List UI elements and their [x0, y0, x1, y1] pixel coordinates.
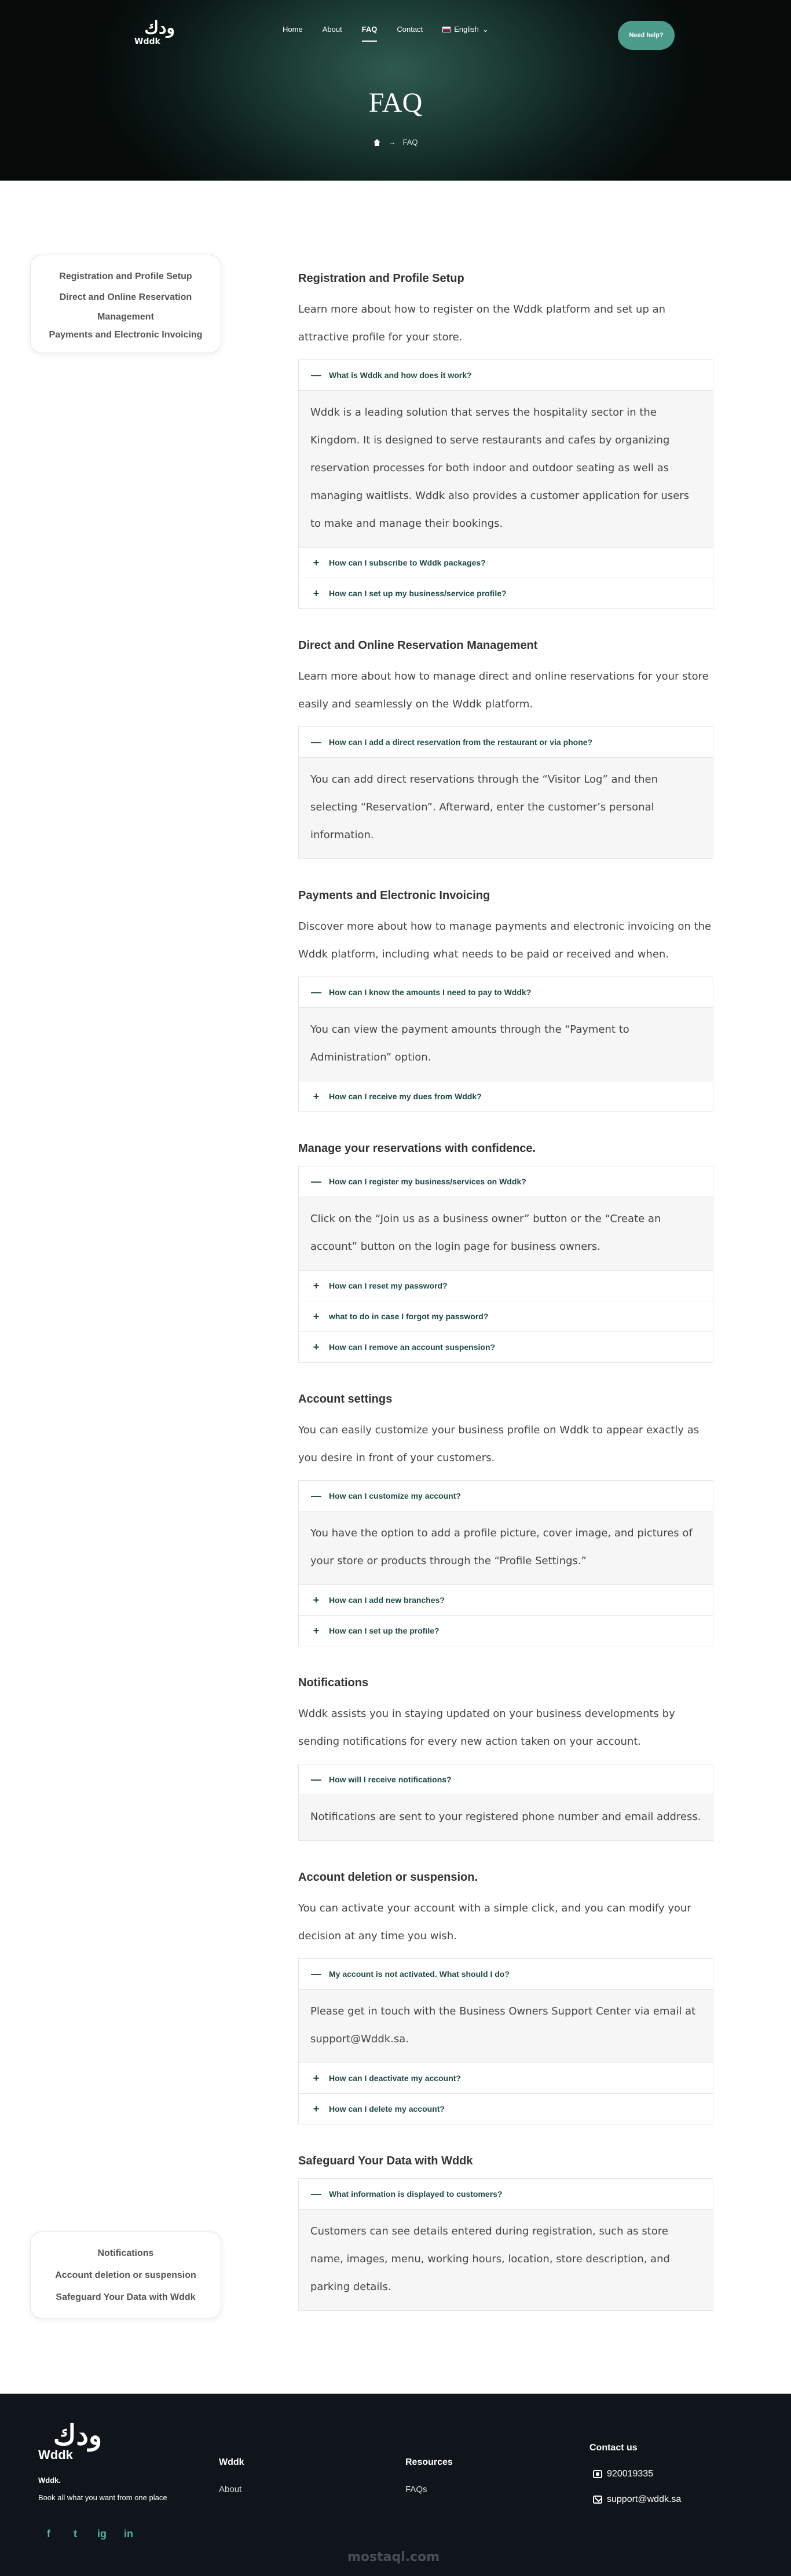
footer-resources-title: Resources — [405, 2457, 453, 2467]
plus-icon: + — [313, 1310, 320, 1322]
faq-sidebar-bottom — [30, 2232, 221, 2318]
faq-section — [298, 272, 713, 609]
breadcrumb-arrow-icon: → — [388, 138, 396, 146]
faq-item — [298, 1958, 713, 2063]
plus-icon: + — [313, 556, 320, 568]
faq-question: How can I add a direct reservation from the restaurant or via phone? — [329, 737, 593, 747]
footer — [0, 2394, 791, 2576]
faq-question-toggle[interactable] — [299, 977, 713, 1007]
faq-answer: You have the option to add a profile picture, cover image, and pictures of your store or products through the “Profile Settings.” — [299, 1511, 713, 1584]
faq-answer: You can add direct reservations through the “Visitor Log” and then selecting “Reservation”. Afterward, enter the customer’s personal information. — [299, 757, 713, 858]
faq-question-toggle[interactable] — [299, 360, 713, 390]
footer-tagline: Book all what you want from one place — [38, 2493, 167, 2502]
footer-link-faqs[interactable]: FAQs — [405, 2485, 427, 2494]
faq-question: How can I set up the profile? — [329, 1626, 440, 1635]
faq-question: How can I receive my dues from Wddk? — [329, 1092, 482, 1101]
faq-section — [298, 1871, 713, 2124]
footer-email[interactable]: support@wddk.sa — [593, 2494, 681, 2505]
faq-item — [298, 1585, 713, 1616]
plus-icon: + — [313, 1594, 320, 1606]
faq-question-toggle[interactable] — [299, 1166, 713, 1197]
flag-icon — [442, 27, 451, 32]
nav-about[interactable]: About — [322, 25, 342, 34]
minus-icon: — — [311, 369, 321, 381]
faq-section — [298, 1393, 713, 1646]
faq-question: What is Wddk and how does it work? — [329, 370, 472, 380]
plus-icon: + — [313, 587, 320, 599]
faq-question-toggle[interactable] — [299, 548, 713, 578]
watermark: mostaql.com — [347, 2550, 440, 2564]
minus-icon: — — [311, 1773, 321, 1785]
faq-question: How can I subscribe to Wddk packages? — [329, 558, 486, 567]
section-intro: Discover more about how to manage payments and electronic invoicing on the Wddk platform, including what needs to be paid or received and when. — [298, 920, 712, 960]
faq-question: How can I register my business/services on Wddk? — [329, 1177, 526, 1186]
plus-icon: + — [313, 2102, 320, 2115]
faq-item — [298, 1166, 713, 1271]
faq-item — [298, 1764, 713, 1841]
mail-icon — [593, 2496, 602, 2504]
sidebar-item-account-deletion[interactable]: Account deletion or suspension — [55, 2270, 196, 2280]
section-title: Account settings — [298, 1393, 393, 1406]
faq-question: My account is not activated. What should I do? — [329, 1969, 510, 1979]
faq-section — [298, 1676, 713, 1841]
faq-item — [298, 1332, 713, 1363]
twitter-icon[interactable]: t — [74, 2528, 77, 2540]
footer-wddk-title: Wddk — [219, 2457, 244, 2467]
chevron-down-icon: ⌄ — [482, 25, 489, 34]
section-title: Payments and Electronic Invoicing — [298, 889, 490, 902]
breadcrumb-current: FAQ — [402, 138, 418, 146]
faq-question: How can I reset my password? — [329, 1281, 448, 1290]
sidebar-item-reservations[interactable]: Direct and Online Reservation Management — [59, 292, 192, 322]
plus-icon: + — [313, 1341, 320, 1353]
section-title: Registration and Profile Setup — [298, 272, 464, 285]
faq-question: How will I receive notifications? — [329, 1775, 452, 1784]
faq-question: How can I add new branches? — [329, 1595, 445, 1605]
faq-question-toggle[interactable] — [299, 578, 713, 608]
faq-question-toggle[interactable] — [299, 2094, 713, 2124]
faq-question-toggle[interactable] — [299, 727, 713, 757]
section-intro: You can easily customize your business profile on Wddk to appear exactly as you desire in front of your customers. — [298, 1424, 700, 1464]
faq-item — [298, 2178, 713, 2311]
faq-question: How can I remove an account suspension? — [329, 1342, 496, 1352]
nav-contact[interactable]: Contact — [397, 25, 423, 34]
section-intro: Learn more about how to register on the Wddk platform and set up an attractive profile for your store. — [298, 303, 666, 343]
faq-section — [298, 889, 713, 1112]
faq-question-toggle[interactable] — [299, 1585, 713, 1615]
page-title: FAQ — [368, 87, 423, 118]
section-intro: Wddk assists you in staying updated on your business developments by sending notifications for every new action taken on your account. — [298, 1708, 675, 1748]
faq-question: How can I delete my account? — [329, 2104, 445, 2113]
faq-section — [298, 2155, 713, 2311]
section-title: Manage your reservations with confidence. — [298, 1142, 536, 1155]
footer-tagline-title: Wddk. — [38, 2476, 61, 2485]
faq-answer: Click on the “Join us as a business owner” button or the “Create an account” button on the login page for business owners. — [299, 1197, 713, 1270]
faq-question: How can I deactivate my account? — [329, 2074, 461, 2083]
faq-question: What information is displayed to customers? — [329, 2189, 503, 2199]
footer-contact-title: Contact us — [589, 2443, 638, 2453]
sidebar-item-data-safeguard[interactable]: Safeguard Your Data with Wddk — [56, 2292, 196, 2302]
footer-logo[interactable]: ودك Wddk — [38, 2419, 102, 2462]
faq-question-toggle[interactable] — [299, 1616, 713, 1646]
faq-question: How can I set up my business/service profile? — [329, 589, 507, 598]
faq-section — [298, 1142, 713, 1363]
faq-question: what to do in case I forgot my password? — [329, 1312, 489, 1321]
facebook-icon[interactable]: f — [47, 2528, 50, 2540]
faq-answer: Please get in touch with the Business Owners Support Center via email at support@Wddk.sa. — [299, 1989, 713, 2063]
sidebar-item-notifications[interactable]: Notifications — [97, 2248, 154, 2258]
section-title: Notifications — [298, 1676, 369, 1689]
plus-icon: + — [313, 1624, 320, 1636]
faq-item — [298, 726, 713, 859]
minus-icon: — — [311, 1489, 321, 1502]
faq-item — [298, 548, 713, 578]
plus-icon: + — [313, 1279, 320, 1291]
join-button[interactable]: Need help? — [618, 21, 675, 50]
section-title: Account deletion or suspension. — [298, 1871, 478, 1884]
section-title: Direct and Online Reservation Management — [298, 639, 538, 652]
faq-question-toggle[interactable] — [299, 1332, 713, 1362]
faq-item — [298, 578, 713, 609]
nav-faq[interactable]: FAQ — [361, 25, 378, 34]
sidebar-item-registration[interactable]: Registration and Profile Setup — [59, 271, 192, 281]
faq-question-toggle[interactable] — [299, 1301, 713, 1331]
faq-item — [298, 977, 713, 1081]
faq-question: How can I know the amounts I need to pay to Wddk? — [329, 988, 532, 997]
faq-section — [298, 639, 713, 859]
faq-item — [298, 1616, 713, 1646]
faq-item — [298, 1081, 713, 1112]
faq-item — [298, 1301, 713, 1332]
faq-question-toggle[interactable] — [299, 1481, 713, 1511]
footer-phone[interactable]: 920019335 — [593, 2469, 653, 2479]
section-title: Safeguard Your Data with Wddk — [298, 2155, 473, 2167]
faq-question: How can I customize my account? — [329, 1491, 461, 1500]
faq-answer: Wddk is a leading solution that serves the hospitality sector in the Kingdom. It is designed to serve restaurants and cafes by organizing reservation processes for both indoor and outdoor seating as well as managing waitlists. Wddk also provides a customer application for users to make and manage their bookings. — [299, 390, 713, 547]
sidebar-item-payments[interactable]: Payments and Electronic Invoicing — [49, 330, 203, 340]
faq-sidebar-top — [30, 255, 221, 353]
faq-question-toggle[interactable] — [299, 2179, 713, 2209]
section-intro: Learn more about how to manage direct and online reservations for your store easily and seamlessly on the Wddk platform. — [298, 670, 709, 710]
footer-link-about[interactable]: About — [219, 2485, 242, 2494]
minus-icon: — — [311, 2188, 321, 2200]
social-links — [43, 2528, 134, 2540]
faq-item — [298, 1480, 713, 1585]
faq-content — [298, 272, 713, 2341]
language-selector[interactable]: English ⌄ — [442, 24, 489, 35]
phone-icon — [593, 2470, 602, 2478]
minus-icon: — — [311, 736, 321, 748]
plus-icon: + — [313, 2072, 320, 2084]
faq-question-toggle[interactable] — [299, 1081, 713, 1111]
faq-answer: You can view the payment amounts through the “Payment to Administration” option. — [299, 1007, 713, 1081]
faq-question-toggle[interactable] — [299, 1959, 713, 1989]
faq-question-toggle[interactable] — [299, 1764, 713, 1795]
breadcrumb — [0, 138, 791, 146]
nav-home[interactable]: Home — [283, 25, 303, 34]
faq-answer: Customers can see details entered during registration, such as store name, images, menu, working hours, location, store description, and parking details. — [299, 2209, 713, 2310]
home-icon[interactable] — [373, 139, 381, 146]
section-intro: You can activate your account with a simple click, and you can modify your decision at any time you wish. — [298, 1902, 691, 1942]
minus-icon: — — [311, 1968, 321, 1980]
minus-icon: — — [311, 986, 321, 998]
faq-item — [298, 2063, 713, 2094]
instagram-icon[interactable]: ig — [97, 2528, 107, 2540]
faq-item — [298, 2094, 713, 2124]
main-nav — [283, 24, 508, 35]
faq-item — [298, 359, 713, 548]
minus-icon: — — [311, 1175, 321, 1187]
faq-answer: Notifications are sent to your registered phone number and email address. — [299, 1795, 713, 1840]
faq-question-toggle[interactable] — [299, 1271, 713, 1301]
linkedin-icon[interactable]: in — [124, 2528, 133, 2540]
plus-icon: + — [313, 1090, 320, 1102]
faq-question-toggle[interactable] — [299, 2063, 713, 2093]
faq-item — [298, 1271, 713, 1301]
brand-logo[interactable]: ودك Wddk — [134, 18, 175, 46]
hero-banner — [0, 0, 791, 181]
